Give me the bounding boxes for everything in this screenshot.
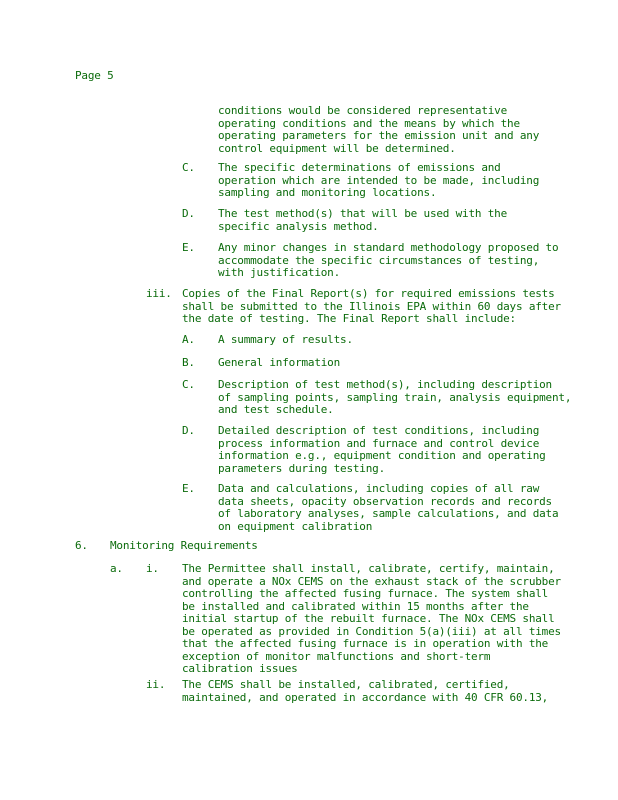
text-line: Copies of the Final Report(s) for required emissions tests <box>182 287 555 300</box>
subitem-text <box>218 357 340 370</box>
text-line: Description of test method(s), including description <box>218 378 552 391</box>
text-line: the date of testing. The Final Report shall include: <box>182 312 516 325</box>
text-line: be installed and calibrated within 15 months after the <box>182 599 529 613</box>
item-label: D. <box>182 207 195 220</box>
item-label: ii. <box>146 678 166 691</box>
text-line: control equipment will be determined. <box>218 141 456 155</box>
text-line: information e.g., equipment condition and operating <box>218 449 546 462</box>
text-line: initial startup of the rebuilt furnace. The NOx CEMS shall <box>182 612 555 625</box>
text-line: be operated as provided in Condition 5(a)(iii) at all times <box>182 624 561 638</box>
item-label: i. <box>146 562 159 575</box>
subitem-text <box>218 379 571 417</box>
item-text <box>182 288 561 326</box>
text-line: Detailed description of test conditions, including <box>218 424 540 437</box>
text-line: and operate a NOx CEMS on the exhaust stack of the scrubber <box>182 574 561 588</box>
subitem-text <box>218 483 558 533</box>
subitem-label: C. <box>182 378 195 391</box>
item-text <box>182 563 561 676</box>
text-line: calibration issues <box>182 662 298 675</box>
subitem-label: B. <box>182 356 195 369</box>
text-line: conditions would be considered representative <box>218 104 508 117</box>
item-text <box>218 162 539 200</box>
text-line: General information <box>218 356 341 369</box>
text-line: that the affected fusing furnace is in operation with the <box>182 637 549 650</box>
subitem-label: A. <box>182 333 195 346</box>
item-text <box>218 208 507 233</box>
text-line: operating conditions and the means by which the <box>218 116 520 130</box>
text-line: process information and furnace and control device <box>218 436 540 450</box>
text-line: exception of monitor malfunctions and short-term <box>182 649 491 663</box>
text-line: controlling the affected fusing furnace. The system shall <box>182 587 549 600</box>
text-line: Data and calculations, including copies of all raw <box>218 482 540 495</box>
text-line: A summary of results. <box>218 333 353 346</box>
subitem-text <box>218 425 546 475</box>
text-line: of sampling points, sampling train, analysis equipment, <box>218 390 572 404</box>
subsection-label: a. <box>110 562 123 575</box>
text-line: on equipment calibration <box>218 519 373 533</box>
text-line: with justification. <box>218 266 341 279</box>
text-line: maintained, and operated in accordance with 40 CFR 60.13, <box>182 690 549 704</box>
item-text <box>218 242 558 280</box>
subitem-text <box>218 334 353 347</box>
text-line: operation which are intended to be made, including <box>218 173 540 187</box>
intro-continuation <box>218 105 539 155</box>
text-line: accommodate the specific circumstances of testing, <box>218 253 540 267</box>
subitem-label: D. <box>182 424 195 437</box>
text-line: Any minor changes in standard methodology proposed to <box>218 241 559 254</box>
item-text <box>182 679 548 704</box>
text-line: parameters during testing. <box>218 461 385 475</box>
item-label: E. <box>182 241 195 254</box>
text-line: The CEMS shall be installed, calibrated, certified, <box>182 678 510 691</box>
text-line: specific analysis method. <box>218 219 379 233</box>
text-line: of laboratory analyses, sample calculations, and data <box>218 507 559 520</box>
page-label: Page 5 <box>75 69 114 82</box>
text-line: and test schedule. <box>218 403 334 416</box>
section-heading: Monitoring Requirements <box>110 539 258 552</box>
text-line: The test method(s) that will be used with the <box>218 207 508 220</box>
text-line: The specific determinations of emissions and <box>218 161 501 174</box>
item-label: C. <box>182 161 195 174</box>
text-line: shall be submitted to the Illinois EPA within 60 days after <box>182 299 561 313</box>
subitem-label: E. <box>182 482 195 495</box>
text-line: The Permittee shall install, calibrate, certify, maintain, <box>182 562 555 575</box>
section-number: 6. <box>75 539 88 552</box>
text-line: operating parameters for the emission unit and any <box>218 129 540 142</box>
text-line: data sheets, opacity observation records and records <box>218 494 552 508</box>
item-label: iii. <box>146 287 172 300</box>
text-line: sampling and monitoring locations. <box>218 186 437 199</box>
